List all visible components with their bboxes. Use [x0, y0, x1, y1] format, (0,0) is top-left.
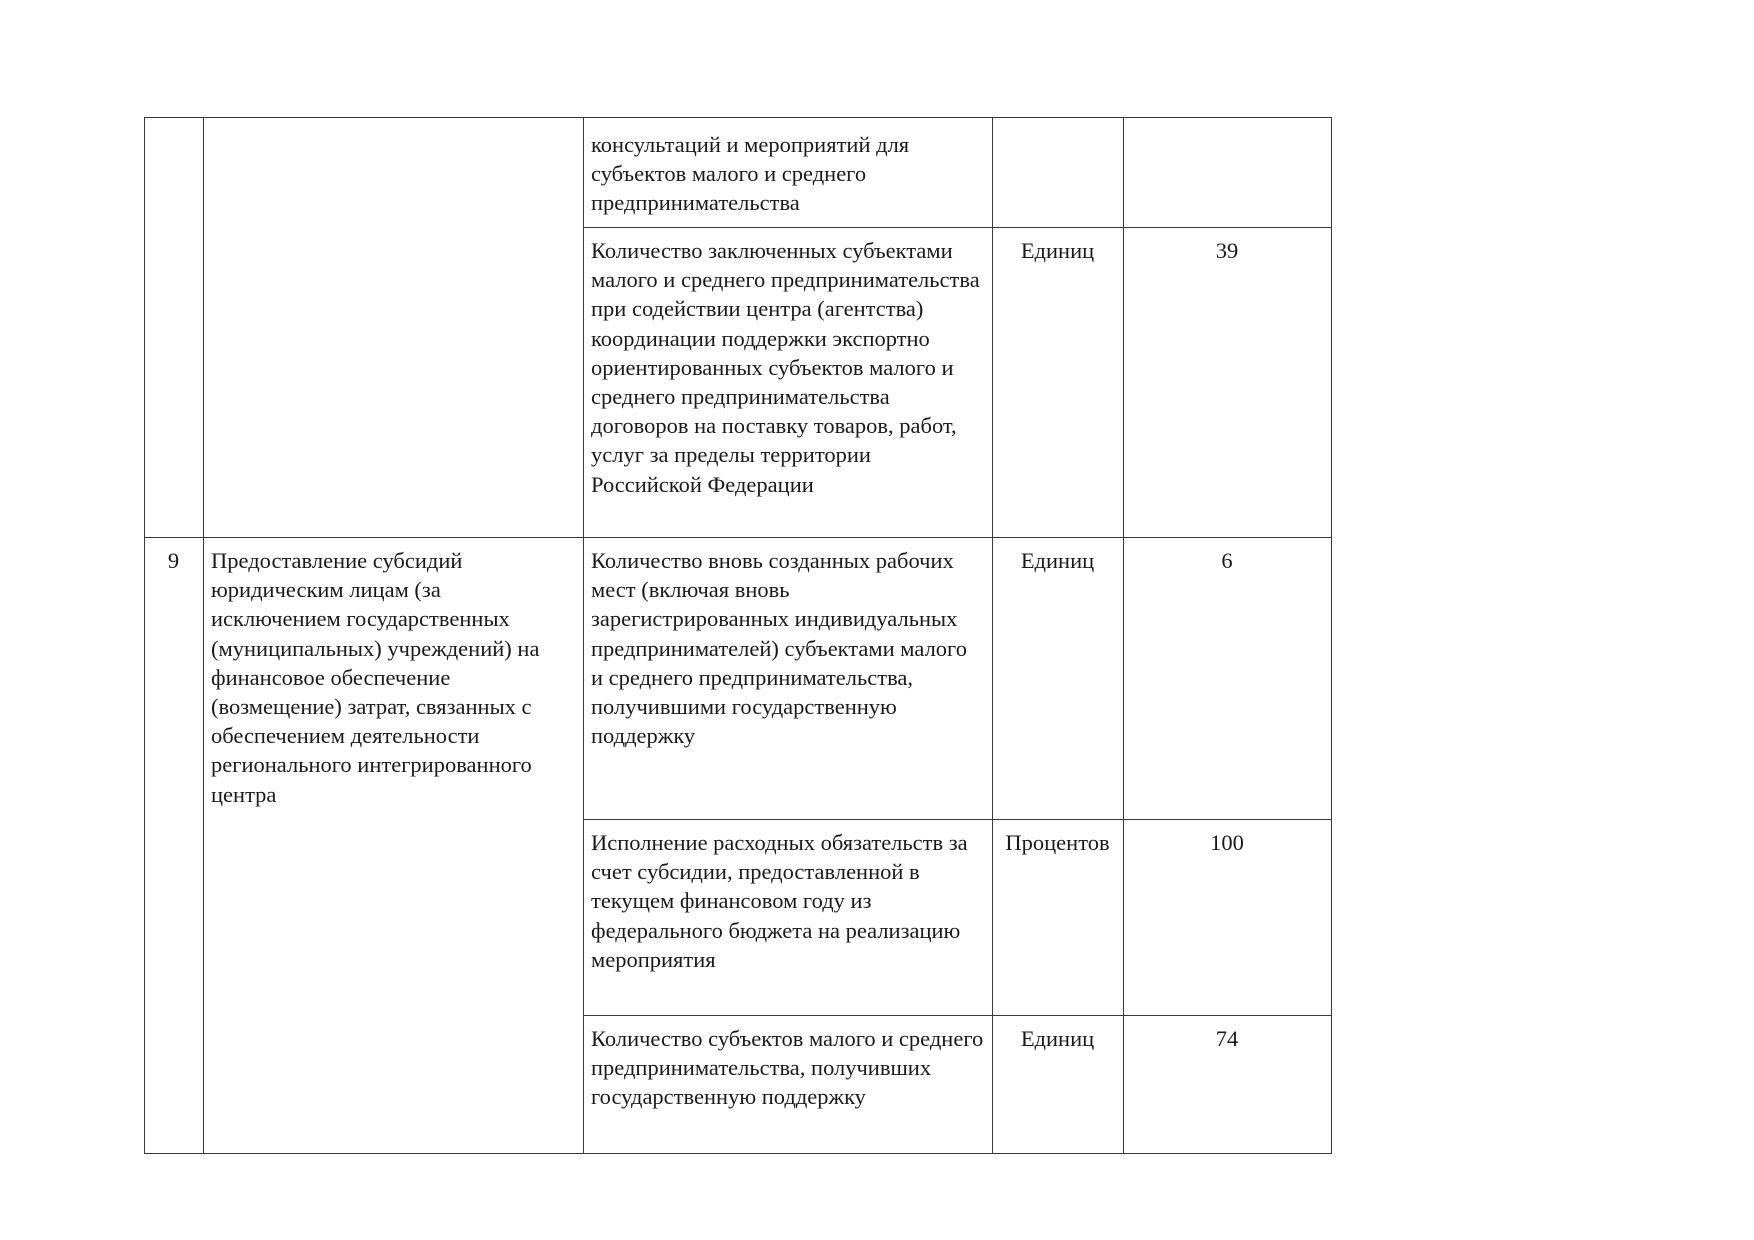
indicator-cell: консультаций и мероприятий для субъектов малого и среднего предпринимательства	[584, 118, 993, 228]
table-row	[145, 538, 1332, 820]
unit-cell: Единиц	[993, 538, 1124, 820]
unit-cell: Единиц	[993, 228, 1124, 538]
unit-cell: Единиц	[993, 1016, 1124, 1154]
indicator-cell: Исполнение расходных обязательств за счет субсидии, предоставленной в текущем финансовом году из федерального бюджета на реализацию мероприятия	[584, 820, 993, 1016]
value-cell: 6	[1124, 538, 1332, 820]
value-cell: 39	[1124, 228, 1332, 538]
value-cell	[1124, 118, 1332, 228]
indicators-table	[144, 117, 1332, 1154]
table-row	[145, 118, 1332, 228]
row-number-cell	[145, 118, 204, 538]
indicator-cell: Количество субъектов малого и среднего предпринимательства, получивших государственную поддержку	[584, 1016, 993, 1154]
unit-cell: Процентов	[993, 820, 1124, 1016]
indicator-cell: Количество вновь созданных рабочих мест (включая вновь зарегистрированных индивидуальных предпринимателей) субъектами малого и среднего предпринимательства, получившими государственную поддержку	[584, 538, 993, 820]
unit-cell	[993, 118, 1124, 228]
row-number-cell: 9	[145, 538, 204, 1154]
value-cell: 100	[1124, 820, 1332, 1016]
indicator-cell: Количество заключенных субъектами малого и среднего предпринимательства при содействии центра (агентства) координации поддержки экспортно ориентированных субъектов малого и среднего предпринимательства договоров на поставку товаров, работ, услуг за пределы территории Российской Федерации	[584, 228, 993, 538]
value-cell: 74	[1124, 1016, 1332, 1154]
measure-cell: Предоставление субсидий юридическим лицам (за исключением государственных (муниципальных) учреждений) на финансовое обеспечение (возмещение) затрат, связанных с обеспечением деятельности регионального интегрированного центра	[204, 538, 584, 1154]
measure-cell	[204, 118, 584, 538]
